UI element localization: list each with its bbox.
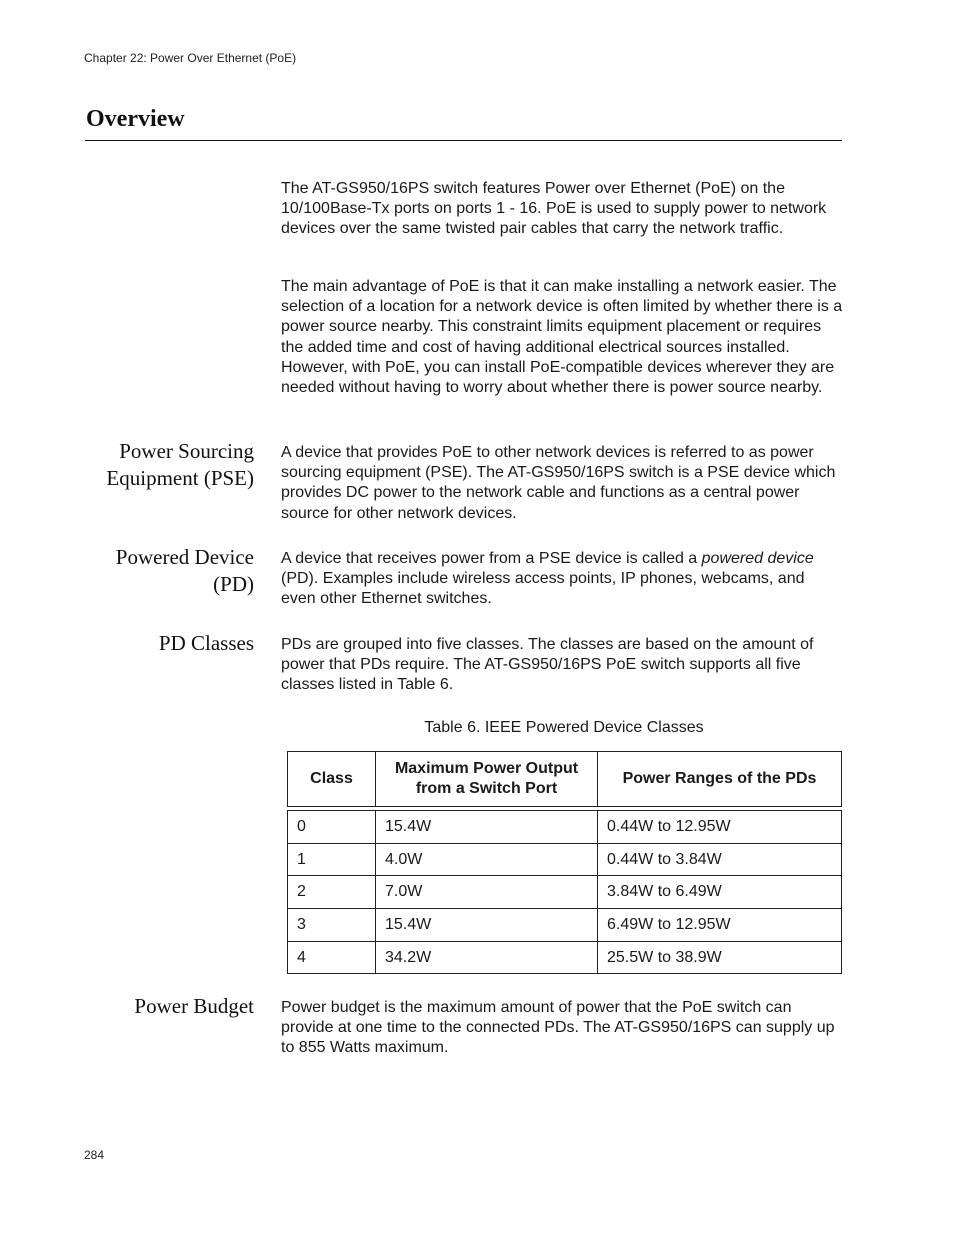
table-row [288,811,842,844]
cell-power-range: 0.44W to 3.84W [598,843,842,876]
pse-paragraph: A device that provides PoE to other network devices is referred to as power sourcing equipment (PSE). The AT-GS950/16PS switch is a PSE device which provides DC power to the network cable and functions as a central power source for other network devices. [281,444,836,522]
pd-text-italic: powered device [701,550,814,567]
header-class: Class [288,752,376,807]
header-max-power-line1: Maximum Power Output [394,760,579,777]
pd-title-line2: (PD) [213,572,254,596]
header-power-ranges: Power Ranges of the PDs [598,752,842,807]
cell-power-range: 25.5W to 38.9W [598,941,842,974]
pse-side-heading [34,438,254,492]
table-row [288,843,842,876]
cell-class: 2 [288,876,376,909]
table-row [288,941,842,974]
cell-class: 1 [288,843,376,876]
cell-max-power: 15.4W [376,811,598,844]
pse-title-line2: Equipment (PSE) [106,466,254,490]
pd-classes-table [287,751,842,974]
cell-max-power: 4.0W [376,843,598,876]
power-budget-paragraph: Power budget is the maximum amount of power that the PoE switch can provide at one time to the connected PDs. The AT-GS950/16PS can supply up to 855 Watts maximum. [281,999,835,1057]
pd-classes-side-heading: PD Classes [158,631,254,655]
cell-power-range: 0.44W to 12.95W [598,811,842,844]
cell-power-range: 3.84W to 6.49W [598,876,842,909]
pd-side-heading [34,544,254,598]
pse-title-line1: Power Sourcing [119,439,254,463]
pd-title-line1: Powered Device [115,545,254,569]
cell-max-power: 34.2W [376,941,598,974]
table-row [288,909,842,942]
header-max-power-line2: from a Switch Port [415,780,558,797]
cell-max-power: 7.0W [376,876,598,909]
table-header-row [288,752,842,807]
cell-power-range: 6.49W to 12.95W [598,909,842,942]
pd-classes-paragraph: PDs are grouped into five classes. The classes are based on the amount of power that PDs require. The AT-GS950/16PS PoE switch supports all five classes listed in Table 6. [281,636,814,694]
cell-class: 3 [288,909,376,942]
running-head: Chapter 22: Power Over Ethernet (PoE) [84,51,297,65]
table-row [288,876,842,909]
page-number: 284 [84,1148,105,1162]
header-max-power [376,752,598,807]
pd-text-before: A device that receives power from a PSE device is called a [281,550,702,567]
power-budget-side-heading: Power Budget [134,994,254,1018]
cell-max-power: 15.4W [376,909,598,942]
cell-class: 0 [288,811,376,844]
cell-class: 4 [288,941,376,974]
intro-paragraph-1: The AT-GS950/16PS switch features Power over Ethernet (PoE) on the 10/100Base-Tx ports on ports 1 - 16. PoE is used to supply power to network devices over the same twisted pair cables that carry the network traffic. [281,180,827,238]
table-caption: Table 6. IEEE Powered Device Classes [424,719,704,736]
intro-paragraph-2: The main advantage of PoE is that it can make installing a network easier. The selection of a location for a network device is often limited by whether there is a power source nearby. This constraint limits equipment placement or requires the added time and cost of having additional electrical sources installed. However, with PoE, you can install PoE-compatible devices wherever they are needed without having to worry about whether there is power source nearby. [281,278,843,397]
heading-rule [85,140,842,141]
pd-paragraph [281,549,843,610]
pd-text-after: (PD). Examples include wireless access points, IP phones, webcams, and even other Ethernet switches. [281,570,805,608]
section-heading: Overview [86,106,185,132]
